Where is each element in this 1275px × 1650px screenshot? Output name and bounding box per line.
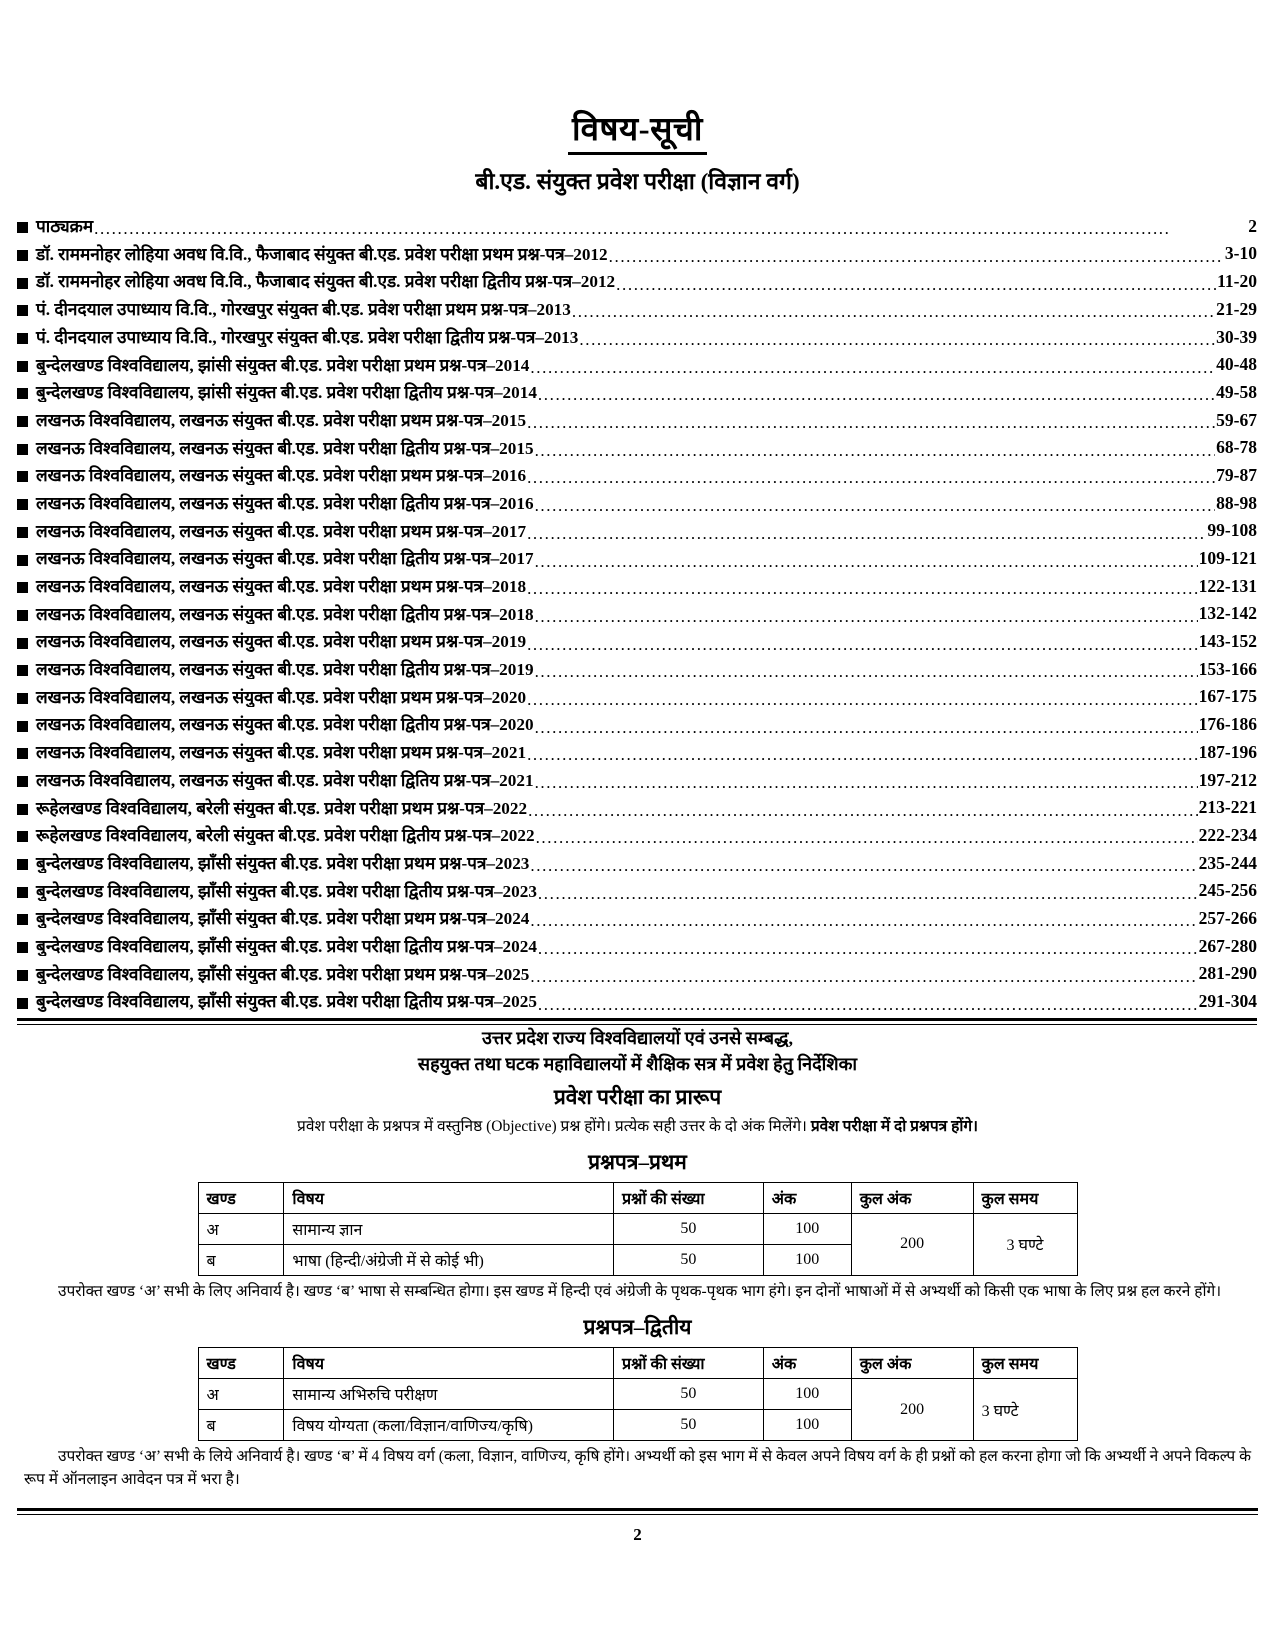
toc-entry-page: 68-78	[1216, 437, 1257, 458]
toc-entry[interactable]	[17, 790, 1257, 818]
toc-leader-dots	[527, 467, 1215, 484]
bullet-square-icon	[17, 831, 28, 842]
toc-leader-dots	[530, 855, 1197, 872]
paper1-col-time: कुल समय	[973, 1182, 1077, 1213]
paper2-col-questions: प्रश्नों की संख्या	[613, 1348, 763, 1379]
toc-entry[interactable]	[17, 513, 1257, 541]
toc-entry-label: लखनऊ विश्वविद्यालय, लखनऊ संयुक्त बी.एड. प्रवेश परीक्षा द्वितीय प्रश्न-पत्र–2018	[36, 604, 534, 624]
toc-entry[interactable]	[17, 236, 1257, 264]
toc-entry[interactable]	[17, 264, 1257, 292]
toc-entry-page: 2	[1248, 215, 1257, 236]
paper2-header-row	[198, 1348, 1077, 1379]
toc-entry[interactable]	[17, 347, 1257, 375]
toc-entry-page: 257-266	[1198, 907, 1257, 928]
paper1-col-marks: अंक	[763, 1182, 851, 1213]
toc-entry[interactable]	[17, 375, 1257, 403]
paper2-r2-questions: 50	[613, 1410, 763, 1441]
toc-leader-dots	[527, 689, 1198, 706]
toc-leader-dots	[535, 495, 1216, 512]
toc-leader-dots	[530, 910, 1197, 927]
bullet-square-icon	[17, 499, 28, 510]
bullet-square-icon	[17, 361, 28, 372]
toc-entry-page: 222-234	[1198, 824, 1257, 845]
toc-leader-dots	[535, 440, 1216, 457]
page-title-text: विषय-सूची	[568, 112, 707, 155]
divider-above-intro	[17, 1018, 1257, 1025]
toc-leader-dots	[535, 716, 1198, 733]
bullet-square-icon	[17, 721, 28, 732]
toc-entry[interactable]	[17, 596, 1257, 624]
paper2-r1-questions: 50	[613, 1379, 763, 1410]
bullet-square-icon	[17, 333, 28, 344]
toc-entry[interactable]	[17, 845, 1257, 873]
toc-entry-label: पाठ्यक्रम	[36, 217, 94, 237]
paper1-r1-marks: 100	[763, 1213, 851, 1244]
toc-entry-page: 267-280	[1198, 935, 1257, 956]
table-row	[198, 1213, 1077, 1244]
paper1-table	[198, 1182, 1078, 1276]
bullet-square-icon	[17, 388, 28, 399]
toc-entry-page: 21-29	[1216, 298, 1257, 319]
toc-entry[interactable]	[17, 292, 1257, 320]
bullet-square-icon	[17, 859, 28, 870]
page-title	[0, 0, 1275, 155]
toc-entry-label: बुन्देलखण्ड विश्वविद्यालय, झाँसी संयुक्त बी.एड. प्रवेश परीक्षा प्रथम प्रश्न-पत्र–2025	[36, 964, 530, 984]
toc-entry-label: लखनऊ विश्वविद्यालय, लखनऊ संयुक्त बी.एड. प्रवेश परीक्षा द्वितीय प्रश्न-पत्र–2016	[36, 493, 534, 513]
paper1-r2-questions: 50	[613, 1244, 763, 1275]
toc-leader-dots	[572, 301, 1215, 318]
toc-entry-label: लखनऊ विश्वविद्यालय, लखनऊ संयुक्त बी.एड. प्रवेश परीक्षा प्रथम प्रश्न-पत्र–2021	[36, 743, 527, 763]
paper2-r2-khand: ब	[198, 1410, 284, 1441]
toc-leader-dots	[538, 993, 1198, 1010]
toc-leader-dots	[528, 800, 1198, 817]
toc-entry-label: बुन्देलखण्ड विश्वविद्यालय, झांसी संयुक्त बी.एड. प्रवेश परीक्षा प्रथम प्रश्न-पत्र–2014	[36, 355, 530, 375]
toc-entry[interactable]	[17, 707, 1257, 735]
toc-entry[interactable]	[17, 901, 1257, 929]
bullet-square-icon	[17, 693, 28, 704]
toc-entry-page: 197-212	[1198, 769, 1257, 790]
paper1-r1-vishay: सामान्य ज्ञान	[284, 1213, 614, 1244]
paper2-table	[198, 1347, 1078, 1441]
toc-entry[interactable]	[17, 209, 1257, 237]
toc-entry-label: लखनऊ विश्वविद्यालय, लखनऊ संयुक्त बी.एड. प्रवेश परीक्षा प्रथम प्रश्न-पत्र–2015	[36, 410, 527, 430]
toc-leader-dots	[535, 550, 1198, 567]
toc-entry[interactable]	[17, 485, 1257, 513]
toc-entry[interactable]	[17, 402, 1257, 430]
bullet-square-icon	[17, 582, 28, 593]
paper2-col-marks: अंक	[763, 1348, 851, 1379]
bullet-square-icon	[17, 638, 28, 649]
paper1-note: उपरोक्त खण्ड ‘अ’ सभी के लिए अनिवार्य है। खण्ड ‘ब’ भाषा से सम्बन्धित होगा। इस खण्ड में हिन्दी एवं अंग्रेजी के पृथक-पृथक भाग हंगे। इन दोनों भाषाओं में से अभ्यर्थी को किसी एक भाषा के लिए प्रश्न हल करने होंगे।	[58, 1282, 1222, 1300]
toc-entry-label: डॉ. राममनोहर लोहिया अवध वि.वि., फैजाबाद संयुक्त बी.एड. प्रवेश परीक्षा द्वितीय प्रश्न-पत्र–2012	[36, 272, 616, 292]
bullet-square-icon	[17, 610, 28, 621]
toc-entry[interactable]	[17, 458, 1257, 486]
exam-format-paragraph	[24, 1115, 1251, 1138]
toc-entry[interactable]	[17, 956, 1257, 984]
toc-entry-page: 88-98	[1216, 492, 1257, 513]
toc-entry-page: 49-58	[1216, 381, 1257, 402]
bullet-square-icon	[17, 222, 28, 233]
paper2-r2-marks: 100	[763, 1410, 851, 1441]
bullet-square-icon	[17, 555, 28, 566]
toc-entry-page: 122-131	[1198, 575, 1257, 596]
toc-leader-dots	[94, 218, 1247, 235]
paper1-heading: प्रश्नपत्र–प्रथम	[588, 1149, 687, 1174]
paper1-header-row	[198, 1182, 1077, 1213]
paper1-r2-khand: ब	[198, 1244, 284, 1275]
exam-format-paragraph-bold: प्रवेश परीक्षा में दो प्रश्नपत्र होंगे।	[810, 1117, 978, 1135]
page-number: 2	[633, 1524, 642, 1544]
toc-entry[interactable]	[17, 735, 1257, 763]
toc-entry-label: लखनऊ विश्वविद्यालय, लखनऊ संयुक्त बी.एड. प्रवेश परीक्षा प्रथम प्रश्न-पत्र–2019	[36, 632, 527, 652]
bullet-square-icon	[17, 471, 28, 482]
toc-entry[interactable]	[17, 652, 1257, 680]
toc-entry[interactable]	[17, 430, 1257, 458]
toc-entry[interactable]	[17, 569, 1257, 597]
bullet-square-icon	[17, 748, 28, 759]
toc-entry-label: लखनऊ विश्वविद्यालय, लखनऊ संयुक्त बी.एड. प्रवेश परीक्षा द्वितिय प्रश्न-पत्र–2021	[36, 770, 534, 790]
toc-entry-label: बुन्देलखण्ड विश्वविद्यालय, झाँसी संयुक्त बी.एड. प्रवेश परीक्षा द्वितीय प्रश्न-पत्र–2025	[36, 992, 537, 1012]
toc-entry-page: 187-196	[1198, 741, 1257, 762]
toc-entry-page: 3-10	[1224, 243, 1257, 264]
toc-entry-page: 281-290	[1198, 963, 1257, 984]
bullet-square-icon	[17, 444, 28, 455]
toc-entry-page: 235-244	[1198, 852, 1257, 873]
bullet-square-icon	[17, 278, 28, 289]
paper2-total-time: 3 घण्टे	[973, 1379, 1077, 1441]
paper2-r1-marks: 100	[763, 1379, 851, 1410]
toc-entry-page: 167-175	[1198, 686, 1257, 707]
toc-entry-label: पं. दीनदयाल उपाध्याय वि.वि., गोरखपुर संयुक्त बी.एड. प्रवेश परीक्षा द्वितीय प्रश्न-पत्र–2013	[36, 327, 579, 347]
toc-leader-dots	[609, 246, 1224, 263]
paper1-col-vishay: विषय	[284, 1182, 614, 1213]
bullet-square-icon	[17, 665, 28, 676]
toc-entry-label: बुन्देलखण्ड विश्वविद्यालय, झाँसी संयुक्त बी.एड. प्रवेश परीक्षा प्रथम प्रश्न-पत्र–2023	[36, 853, 530, 873]
toc-entry[interactable]	[17, 762, 1257, 790]
bullet-square-icon	[17, 998, 28, 1009]
toc-entry[interactable]	[17, 928, 1257, 956]
toc-entry-page: 132-142	[1198, 603, 1257, 624]
bullet-square-icon	[17, 942, 28, 953]
paper1-r2-vishay: भाषा (हिन्दी/अंग्रेजी में से कोई भी)	[284, 1244, 614, 1275]
toc-leader-dots	[535, 661, 1198, 678]
paper2-heading: प्रश्नपत्र–द्वितीय	[583, 1315, 692, 1340]
toc-entry-page: 153-166	[1198, 658, 1257, 679]
paper1-total-time: 3 घण्टे	[973, 1213, 1077, 1275]
toc-entry-page: 245-256	[1198, 880, 1257, 901]
paper1-col-total: कुल अंक	[851, 1182, 973, 1213]
toc-entry-label: बुन्देलखण्ड विश्वविद्यालय, झांसी संयुक्त बी.एड. प्रवेश परीक्षा द्वितीय प्रश्न-पत्र–2014	[36, 383, 537, 403]
paper2-col-khand: खण्ड	[198, 1348, 284, 1379]
toc-entry-page: 143-152	[1198, 631, 1257, 652]
toc-entry-label: बुन्देलखण्ड विश्वविद्यालय, झाँसी संयुक्त बी.एड. प्रवेश परीक्षा द्वितीय प्रश्न-पत्र–2024	[36, 936, 537, 956]
toc-entry-page: 109-121	[1198, 548, 1257, 569]
paper1-col-questions: प्रश्नों की संख्या	[613, 1182, 763, 1213]
toc-entry-label: लखनऊ विश्वविद्यालय, लखनऊ संयुक्त बी.एड. प्रवेश परीक्षा प्रथम प्रश्न-पत्र–2017	[36, 521, 527, 541]
toc-leader-dots	[527, 633, 1198, 650]
toc-entry-label: लखनऊ विश्वविद्यालय, लखनऊ संयुक्त बी.एड. प्रवेश परीक्षा द्वितीय प्रश्न-पत्र–2019	[36, 660, 534, 680]
bullet-square-icon	[17, 970, 28, 981]
toc-entry[interactable]	[17, 624, 1257, 652]
toc-entry-label: पं. दीनदयाल उपाध्याय वि.वि., गोरखपुर संयुक्त बी.एड. प्रवेश परीक्षा प्रथम प्रश्न-पत्र–2013	[36, 300, 571, 320]
toc-entry-page: 213-221	[1198, 797, 1257, 818]
paper2-r2-vishay: विषय योग्यता (कला/विज्ञान/वाणिज्य/कृषि)	[284, 1410, 614, 1441]
page-subtitle: बी.एड. संयुक्त प्रवेश परीक्षा (विज्ञान वर्ग)	[475, 169, 800, 195]
toc-entry-label: डॉ. राममनोहर लोहिया अवध वि.वि., फैजाबाद संयुक्त बी.एड. प्रवेश परीक्षा प्रथम प्रश्न-पत्र–2012	[36, 244, 608, 264]
bullet-square-icon	[17, 305, 28, 316]
paper1-r2-marks: 100	[763, 1244, 851, 1275]
toc-entry-page: 79-87	[1216, 464, 1257, 485]
toc-entry-label: रूहेलखण्ड विश्वविद्यालय, बरेली संयुक्त बी.एड. प्रवेश परीक्षा द्वितीय प्रश्न-पत्र–2022	[36, 826, 535, 846]
toc-entry-label: बुन्देलखण्ड विश्वविद्यालय, झाँसी संयुक्त बी.एड. प्रवेश परीक्षा प्रथम प्रश्न-पत्र–2024	[36, 909, 530, 929]
toc-leader-dots	[538, 883, 1198, 900]
paper1-r1-questions: 50	[613, 1213, 763, 1244]
toc-leader-dots	[527, 578, 1198, 595]
toc-entry-label: लखनऊ विश्वविद्यालय, लखनऊ संयुक्त बी.एड. प्रवेश परीक्षा प्रथम प्रश्न-पत्र–2020	[36, 687, 527, 707]
toc-entry[interactable]	[17, 319, 1257, 347]
toc-leader-dots	[538, 938, 1198, 955]
intro-line-2: सहयुक्त तथा घटक महाविद्यालयों में शैक्षिक सत्र में प्रवेश हेतु निर्देशिका	[417, 1053, 858, 1074]
toc-entry-page: 99-108	[1207, 520, 1257, 541]
bullet-square-icon	[17, 416, 28, 427]
toc-entry-page: 59-67	[1216, 409, 1257, 430]
toc-entry[interactable]	[17, 873, 1257, 901]
toc-entry-page: 11-20	[1217, 271, 1257, 292]
bullet-square-icon	[17, 914, 28, 925]
toc-entry[interactable]	[17, 984, 1257, 1012]
bullet-square-icon	[17, 804, 28, 815]
toc-leader-dots	[527, 744, 1198, 761]
paper1-r1-khand: अ	[198, 1213, 284, 1244]
toc-entry[interactable]	[17, 541, 1257, 569]
toc-leader-dots	[527, 523, 1206, 540]
toc-leader-dots	[536, 827, 1198, 844]
toc-leader-dots	[616, 273, 1216, 290]
paper2-r1-khand: अ	[198, 1379, 284, 1410]
paper2-col-time: कुल समय	[973, 1348, 1077, 1379]
toc-entry-label: लखनऊ विश्वविद्यालय, लखनऊ संयुक्त बी.एड. प्रवेश परीक्षा द्वितीय प्रश्न-पत्र–2015	[36, 438, 534, 458]
paper2-col-total: कुल अंक	[851, 1348, 973, 1379]
paper2-col-vishay: विषय	[284, 1348, 614, 1379]
toc-leader-dots	[535, 606, 1198, 623]
toc-entry-page: 176-186	[1198, 714, 1257, 735]
bullet-square-icon	[17, 250, 28, 261]
toc-entry[interactable]	[17, 818, 1257, 846]
toc-entry-label: रूहेलखण्ड विश्वविद्यालय, बरेली संयुक्त बी.एड. प्रवेश परीक्षा प्रथम प्रश्न-पत्र–2022	[36, 798, 528, 818]
exam-format-heading: प्रवेश परीक्षा का प्रारूप	[553, 1084, 722, 1109]
toc-leader-dots	[538, 384, 1215, 401]
bullet-square-icon	[17, 527, 28, 538]
toc-entry-label: लखनऊ विश्वविद्यालय, लखनऊ संयुक्त बी.एड. प्रवेश परीक्षा प्रथम प्रश्न-पत्र–2018	[36, 577, 527, 597]
toc-entry-label: लखनऊ विश्वविद्यालय, लखनऊ संयुक्त बी.एड. प्रवेश परीक्षा द्वितीय प्रश्न-पत्र–2020	[36, 715, 534, 735]
toc-leader-dots	[535, 772, 1198, 789]
paper1-col-khand: खण्ड	[198, 1182, 284, 1213]
bullet-square-icon	[17, 776, 28, 787]
paper2-note: उपरोक्त खण्ड ‘अ’ सभी के लिये अनिवार्य है। खण्ड ‘ब’ में 4 विषय वर्ग (कला, विज्ञान, वाणिज्य, कृषि होंगे। अभ्यर्थी को इस भाग में से केवल अपने विषय वर्ग के ही प्रश्नों को हल करना होगा जो कि अभ्यर्थी ने अपने विकल्प के रूप में ऑनलाइन आवेदन पत्र में भरा है।	[24, 1448, 1251, 1489]
toc-entry-label: लखनऊ विश्वविद्यालय, लखनऊ संयुक्त बी.एड. प्रवेश परीक्षा द्वितीय प्रश्न-पत्र–2017	[36, 549, 534, 569]
toc-entry-label: बुन्देलखण्ड विश्वविद्यालय, झाँसी संयुक्त बी.एड. प्रवेश परीक्षा द्वितीय प्रश्न-पत्र–2023	[36, 881, 537, 901]
toc-entry-label: लखनऊ विश्वविद्यालय, लखनऊ संयुक्त बी.एड. प्रवेश परीक्षा प्रथम प्रश्न-पत्र–2016	[36, 466, 527, 486]
toc-entry[interactable]	[17, 679, 1257, 707]
bullet-square-icon	[17, 887, 28, 898]
table-of-contents	[0, 209, 1275, 1012]
exam-format-paragraph-plain: प्रवेश परीक्षा के प्रश्नपत्र में वस्तुनिष्ठ (Objective) प्रश्न होंगे। प्रत्येक सही उत्तर के दो अंक मिलेंगे।	[297, 1117, 811, 1135]
toc-entry-page: 291-304	[1198, 991, 1257, 1012]
toc-entry-page: 30-39	[1216, 326, 1257, 347]
paper2-total-marks: 200	[851, 1379, 973, 1441]
toc-leader-dots	[527, 412, 1215, 429]
intro-line-1: उत्तर प्रदेश राज्य विश्वविद्यालयों एवं उनसे सम्बद्ध,	[482, 1027, 793, 1048]
paper1-total-marks: 200	[851, 1213, 973, 1275]
toc-leader-dots	[579, 329, 1215, 346]
toc-leader-dots	[530, 966, 1197, 983]
toc-entry-page: 40-48	[1216, 354, 1257, 375]
paper2-r1-vishay: सामान्य अभिरुचि परीक्षण	[284, 1379, 614, 1410]
table-row	[198, 1379, 1077, 1410]
divider-above-folio	[17, 1508, 1258, 1515]
toc-leader-dots	[530, 357, 1215, 374]
